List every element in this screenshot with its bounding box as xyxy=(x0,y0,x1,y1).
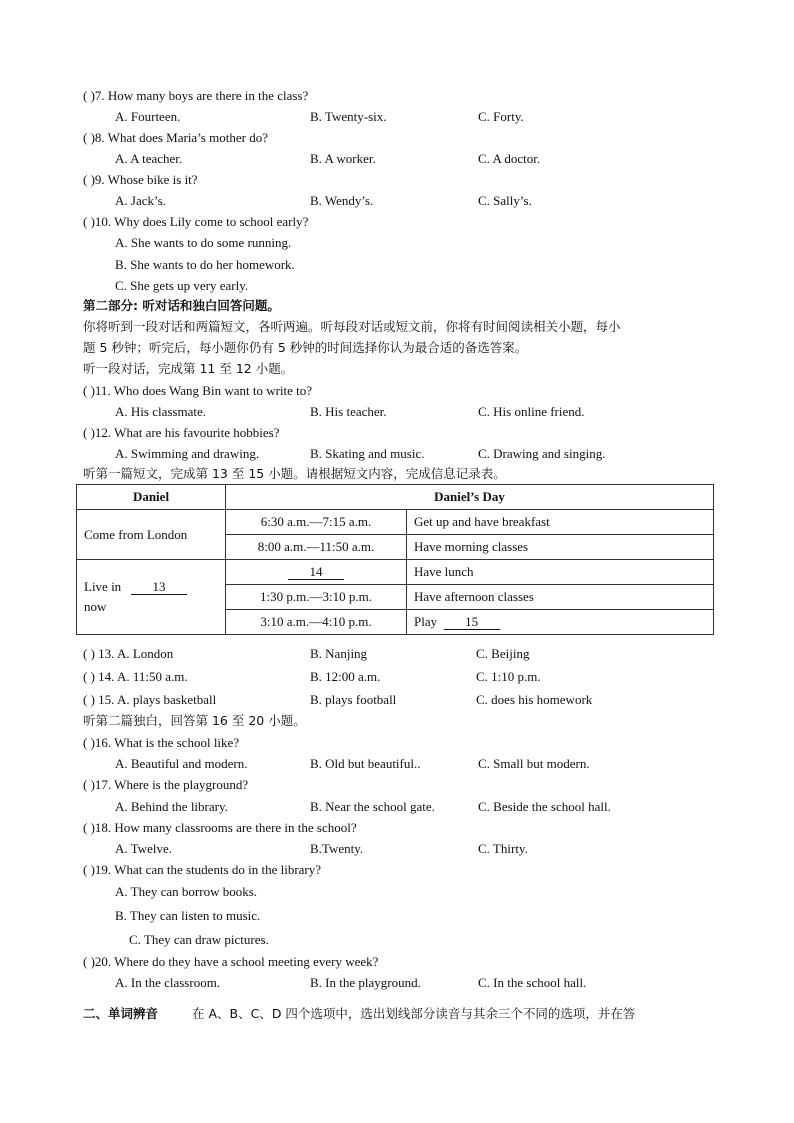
question-12-option-c: C. Drawing and singing. xyxy=(478,446,606,461)
question-17-option-b: B. Near the school gate. xyxy=(310,799,435,814)
question-14-option-c: C. 1:10 p.m. xyxy=(476,669,541,684)
question-12-option-b: B. Skating and music. xyxy=(310,446,425,461)
question-9-option-a: A. Jack’s. xyxy=(115,193,166,208)
table-time-5: 3:10 a.m.—4:10 p.m. xyxy=(226,610,407,635)
live-now: now xyxy=(84,599,107,614)
question-9-option-b: B. Wendy’s. xyxy=(310,193,374,208)
dialog-instruction: 听一段对话，完成第 11 至 12 小题。 xyxy=(83,361,294,376)
blank-13[interactable]: 13 xyxy=(131,580,187,595)
part2-intro-line1: 你将听到一段对话和两篇短文，各听两遍。听每段对话或短文前，你将有时间阅读相关小题，每小 xyxy=(83,319,621,334)
question-11-option-a: A. His classmate. xyxy=(115,404,206,419)
question-16-option-a: A. Beautiful and modern. xyxy=(115,756,248,771)
question-7-option-b: B. Twenty-six. xyxy=(310,109,387,124)
table-time-2: 8:00 a.m.—11:50 a.m. xyxy=(226,535,407,560)
question-7-option-a: A. Fourteen. xyxy=(115,109,181,124)
table-time-3 xyxy=(226,560,407,585)
question-20-option-b: B. In the playground. xyxy=(310,975,421,990)
table-time-1: 6:30 a.m.—7:15 a.m. xyxy=(226,510,407,535)
question-11-stem: ( )11. Who does Wang Bin want to write to? xyxy=(83,383,313,398)
question-8-option-c: C. A doctor. xyxy=(478,151,541,166)
blank-14[interactable]: 14 xyxy=(288,565,344,580)
question-20-stem: ( )20. Where do they have a school meeting every week? xyxy=(83,954,379,969)
question-9-stem: ( )9. Whose bike is it? xyxy=(83,172,198,187)
table-cell-live xyxy=(77,560,226,635)
question-16-option-c: C. Small but modern. xyxy=(478,756,590,771)
part2-intro-line2: 题 5 秒钟；听完后，每小题你仍有 5 秒钟的时间选择你认为最合适的备选答案。 xyxy=(83,340,528,355)
question-19-stem: ( )19. What can the students do in the library? xyxy=(83,862,322,877)
question-18-option-c: C. Thirty. xyxy=(478,841,528,856)
table-header-name: Daniel xyxy=(77,485,226,510)
question-20-option-a: A. In the classroom. xyxy=(115,975,221,990)
question-19-option-c: C. They can draw pictures. xyxy=(129,932,269,947)
question-18-stem: ( )18. How many classrooms are there in the school? xyxy=(83,820,357,835)
question-13-stem: ( ) 13. A. London xyxy=(83,646,174,661)
question-20-option-c: C. In the school hall. xyxy=(478,975,587,990)
table-activity-5 xyxy=(407,610,714,635)
table-activity-4: Have afternoon classes xyxy=(407,585,714,610)
info-record-table xyxy=(76,484,714,635)
passage2-instruction: 听第二篇独白，回答第 16 至 20 小题。 xyxy=(83,713,306,728)
table-activity-3: Have lunch xyxy=(407,560,714,585)
question-10-option-b: B. She wants to do her homework. xyxy=(115,257,295,272)
table-activity-2: Have morning classes xyxy=(407,535,714,560)
table-cell-from: Come from London xyxy=(77,510,226,560)
question-18-option-b: B.Twenty. xyxy=(310,841,364,856)
question-19-option-b: B. They can listen to music. xyxy=(115,908,261,923)
live-label: Live in xyxy=(84,579,122,594)
question-15-option-c: C. does his homework xyxy=(476,692,593,707)
table-activity-1: Get up and have breakfast xyxy=(407,510,714,535)
question-14-stem: ( ) 14. A. 11:50 a.m. xyxy=(83,669,188,684)
question-7-option-c: C. Forty. xyxy=(478,109,524,124)
question-10-stem: ( )10. Why does Lily come to school early? xyxy=(83,214,309,229)
question-15-option-b: B. plays football xyxy=(310,692,397,707)
question-8-option-b: B. A worker. xyxy=(310,151,376,166)
question-15-stem: ( ) 15. A. plays basketball xyxy=(83,692,217,707)
question-9-option-c: C. Sally’s. xyxy=(478,193,532,208)
question-10-option-c: C. She gets up very early. xyxy=(115,278,249,293)
passage1-instruction: 听第一篇短文，完成第 13 至 15 小题。请根据短文内容，完成信息记录表。 xyxy=(83,466,506,481)
question-7-stem: ( )7. How many boys are there in the class? xyxy=(83,88,309,103)
question-11-option-c: C. His online friend. xyxy=(478,404,585,419)
question-11-option-b: B. His teacher. xyxy=(310,404,387,419)
table-header-day: Daniel’s Day xyxy=(226,485,714,510)
question-17-option-a: A. Behind the library. xyxy=(115,799,228,814)
question-8-stem: ( )8. What does Maria’s mother do? xyxy=(83,130,268,145)
question-14-option-b: B. 12:00 a.m. xyxy=(310,669,381,684)
question-16-stem: ( )16. What is the school like? xyxy=(83,735,240,750)
table-time-4: 1:30 p.m.—3:10 p.m. xyxy=(226,585,407,610)
part2-title: 第二部分: 听对话和独白回答问题。 xyxy=(83,298,280,313)
blank-15[interactable]: 15 xyxy=(444,615,500,630)
question-17-option-c: C. Beside the school hall. xyxy=(478,799,611,814)
question-19-option-a: A. They can borrow books. xyxy=(115,884,258,899)
question-13-option-b: B. Nanjing xyxy=(310,646,368,661)
question-13-option-c: C. Beijing xyxy=(476,646,530,661)
question-10-option-a: A. She wants to do some running. xyxy=(115,235,292,250)
question-12-option-a: A. Swimming and drawing. xyxy=(115,446,260,461)
question-12-stem: ( )12. What are his favourite hobbies? xyxy=(83,425,280,440)
question-17-stem: ( )17. Where is the playground? xyxy=(83,777,249,792)
question-8-option-a: A. A teacher. xyxy=(115,151,183,166)
section2-title: 二、单词辨音 xyxy=(83,1006,159,1021)
question-16-option-b: B. Old but beautiful.. xyxy=(310,756,421,771)
question-18-option-a: A. Twelve. xyxy=(115,841,172,856)
section2-instruction: 在 A、B、C、D 四个选项中，选出划线部分读音与其余三个不同的选项，并在答 xyxy=(192,1006,636,1021)
play-label: Play xyxy=(414,614,438,629)
